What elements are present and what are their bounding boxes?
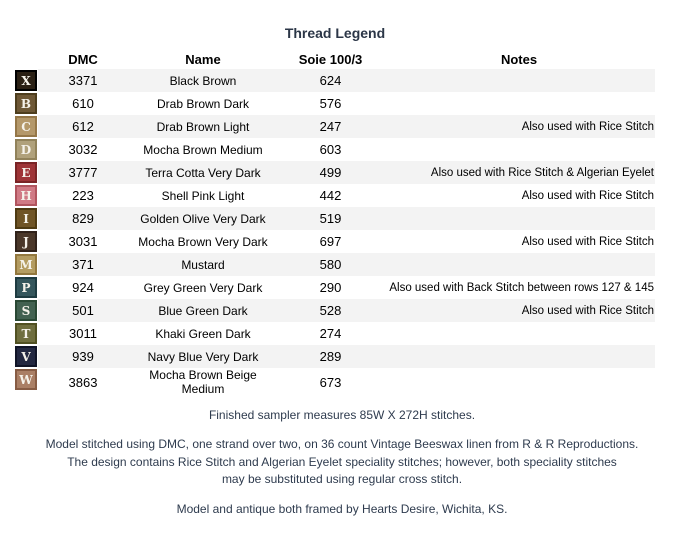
thread-name: Black Brown xyxy=(169,73,237,88)
thread-legend-table xyxy=(15,49,655,396)
footer-para-line: Model stitched using DMC, one strand over two, on 36 count Vintage Beeswax linen from R & R Reproductions. xyxy=(45,437,639,451)
thread-name: Mustard xyxy=(181,257,225,272)
symbol-cell xyxy=(15,184,38,207)
row-band xyxy=(38,230,655,253)
dmc-value: 3371 xyxy=(68,73,98,88)
thread-name: Drab Brown Dark xyxy=(156,96,250,111)
thread-color-swatch: T xyxy=(15,323,37,344)
soie-value: 289 xyxy=(319,349,342,364)
thread-color-swatch: J xyxy=(15,231,37,252)
notes-value: Also used with Rice Stitch xyxy=(521,304,654,317)
header-soie: Soie 100/3 xyxy=(298,51,363,67)
row-band xyxy=(38,299,655,322)
dmc-value: 3777 xyxy=(68,165,98,180)
thread-name: Grey Green Very Dark xyxy=(143,280,263,295)
row-band xyxy=(38,138,655,161)
table-row xyxy=(15,138,655,161)
symbol-cell xyxy=(15,368,38,391)
dmc-value: 371 xyxy=(72,257,94,272)
dmc-value: 924 xyxy=(72,280,94,295)
row-band xyxy=(38,115,655,138)
soie-value: 697 xyxy=(319,234,342,249)
dmc-value: 3031 xyxy=(68,234,98,249)
table-row xyxy=(15,207,655,230)
notes-value: Also used with Rice Stitch & Algerian Eyelet xyxy=(430,166,654,179)
thread-color-swatch: S xyxy=(15,300,37,321)
symbol-cell xyxy=(15,138,38,161)
symbol-cell xyxy=(15,299,38,322)
table-row xyxy=(15,184,655,207)
header-notes: Notes xyxy=(500,51,538,67)
thread-color-swatch: B xyxy=(15,93,37,114)
notes-value: Also used with Rice Stitch xyxy=(521,235,654,248)
notes-value: Also used with Back Stitch between rows 127 & 145 xyxy=(389,281,654,294)
thread-color-swatch: P xyxy=(15,277,37,298)
footer-framing-credit: Model and antique both framed by Hearts Desire, Wichita, KS. xyxy=(176,501,508,516)
row-band xyxy=(38,368,655,396)
table-header-row xyxy=(15,49,655,69)
symbol-cell xyxy=(15,276,38,299)
dmc-value: 939 xyxy=(72,349,94,364)
soie-value: 247 xyxy=(319,119,342,134)
row-band xyxy=(38,161,655,184)
thread-name: Mocha Brown Medium xyxy=(143,142,263,157)
symbol-cell xyxy=(15,322,38,345)
soie-value: 673 xyxy=(319,374,342,390)
row-band xyxy=(38,345,655,368)
table-row xyxy=(15,92,655,115)
dmc-value: 610 xyxy=(72,96,94,111)
thread-name: Khaki Green Dark xyxy=(155,326,251,341)
soie-value: 603 xyxy=(319,142,342,157)
soie-value: 519 xyxy=(319,211,342,226)
row-band xyxy=(38,253,655,276)
thread-color-swatch: V xyxy=(15,346,37,367)
dmc-value: 501 xyxy=(72,303,94,318)
table-row xyxy=(15,253,655,276)
soie-value: 290 xyxy=(319,280,342,295)
soie-value: 624 xyxy=(319,73,342,88)
thread-color-swatch: M xyxy=(15,254,37,275)
row-band xyxy=(38,207,655,230)
header-dmc: DMC xyxy=(68,51,98,67)
thread-name: Mocha Brown Beige Medium xyxy=(149,368,257,396)
footer-para-line: The design contains Rice Stitch and Algerian Eyelet speciality stitches; however, both speciality stitches xyxy=(67,454,617,469)
table-row xyxy=(15,345,655,368)
thread-name: Mocha Brown Very Dark xyxy=(138,234,268,249)
table-row xyxy=(15,69,655,92)
symbol-cell xyxy=(15,207,38,230)
table-row xyxy=(15,230,655,253)
soie-value: 528 xyxy=(319,303,342,318)
thread-color-swatch: H xyxy=(15,185,37,206)
thread-name: Shell Pink Light xyxy=(161,188,245,203)
notes-value: Also used with Rice Stitch xyxy=(521,120,654,133)
dmc-value: 829 xyxy=(72,211,94,226)
soie-value: 499 xyxy=(319,165,342,180)
thread-color-swatch: C xyxy=(15,116,37,137)
soie-value: 576 xyxy=(319,96,342,111)
thread-name: Navy Blue Very Dark xyxy=(147,349,259,364)
symbol-cell xyxy=(15,92,38,115)
dmc-value: 612 xyxy=(72,119,94,134)
dmc-value: 3863 xyxy=(68,374,98,390)
row-band xyxy=(38,276,655,299)
symbol-cell xyxy=(15,345,38,368)
dmc-value: 3011 xyxy=(69,326,97,341)
thread-color-swatch: E xyxy=(15,162,37,183)
page-title: Thread Legend xyxy=(284,25,386,41)
thread-name: Blue Green Dark xyxy=(158,303,248,318)
row-band xyxy=(38,92,655,115)
symbol-cell xyxy=(15,230,38,253)
footer-para-line: may be substituted using regular cross stitch. xyxy=(221,472,463,486)
table-row xyxy=(15,161,655,184)
thread-color-swatch: W xyxy=(15,369,37,390)
table-row xyxy=(15,276,655,299)
symbol-cell xyxy=(15,115,38,138)
table-row xyxy=(15,322,655,345)
footer-stitching-notes xyxy=(0,436,684,489)
thread-color-swatch: I xyxy=(15,208,37,229)
dmc-value: 223 xyxy=(72,188,94,203)
symbol-cell xyxy=(15,253,38,276)
soie-value: 442 xyxy=(319,188,342,203)
table-body xyxy=(15,69,655,396)
row-band xyxy=(38,184,655,207)
notes-value: Also used with Rice Stitch xyxy=(521,189,654,202)
thread-name: Drab Brown Light xyxy=(156,119,250,134)
table-row xyxy=(15,368,655,396)
dmc-value: 3032 xyxy=(68,142,98,157)
row-band xyxy=(38,69,655,92)
thread-color-swatch: D xyxy=(15,139,37,160)
symbol-cell xyxy=(15,69,38,92)
soie-value: 274 xyxy=(319,326,342,341)
header-name: Name xyxy=(185,51,221,67)
soie-value: 580 xyxy=(319,257,342,272)
table-row xyxy=(15,115,655,138)
footer-sampler-size: Finished sampler measures 85W X 272H stitches. xyxy=(208,408,476,422)
thread-name: Golden Olive Very Dark xyxy=(140,211,266,226)
thread-name: Terra Cotta Very Dark xyxy=(145,165,261,180)
thread-color-swatch: X xyxy=(15,70,37,91)
symbol-cell xyxy=(15,161,38,184)
row-band xyxy=(38,322,655,345)
table-row xyxy=(15,299,655,322)
